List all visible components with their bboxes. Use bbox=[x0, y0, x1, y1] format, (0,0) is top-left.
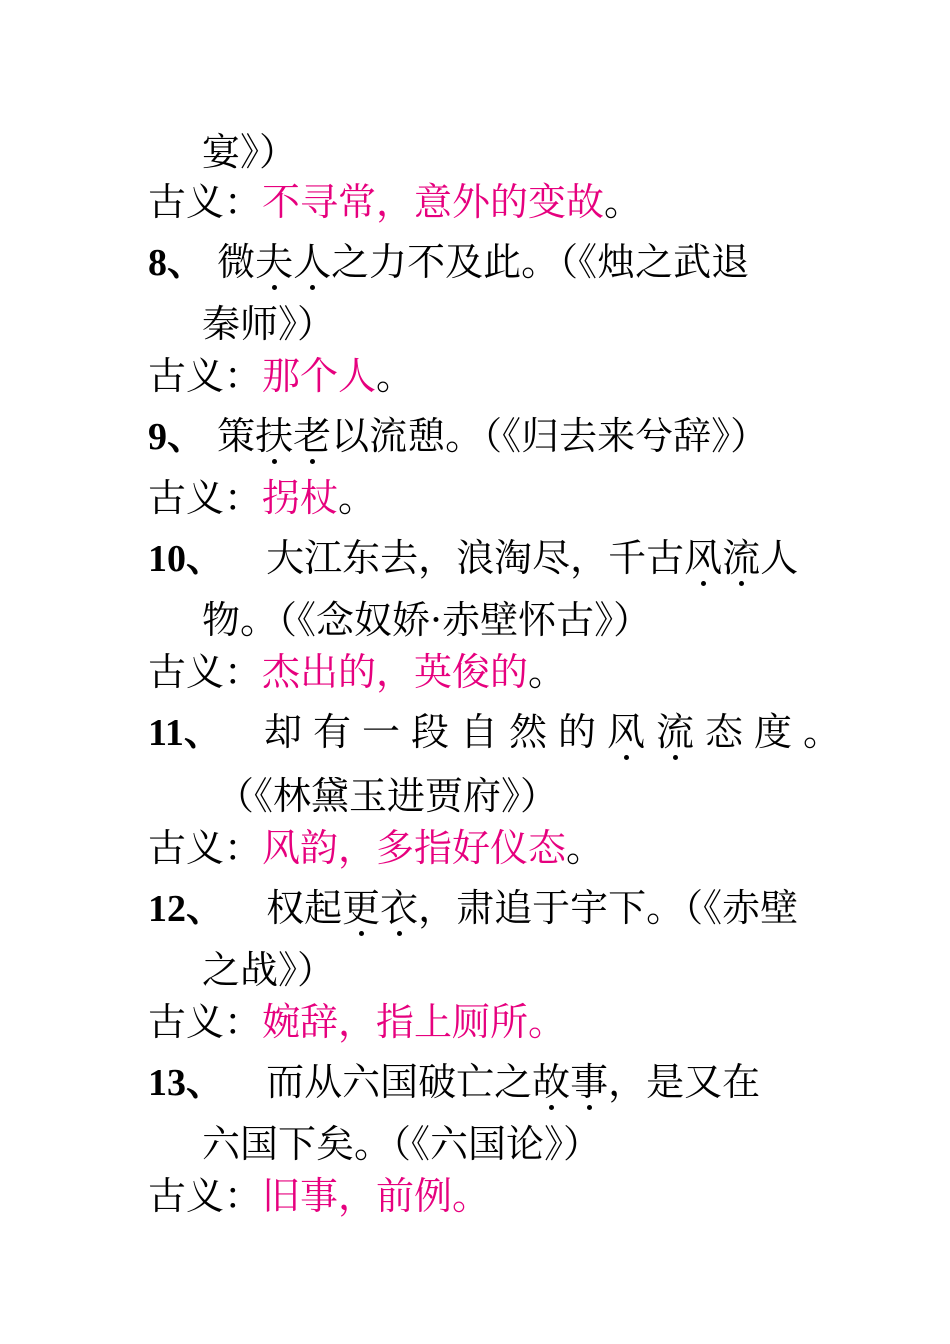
meaning-end: 。 bbox=[528, 650, 567, 694]
sentence-text: 人 bbox=[760, 536, 799, 580]
meaning-label: 古义： bbox=[148, 1174, 263, 1218]
emphasized-char: 流 bbox=[656, 710, 695, 754]
entry-number: 11、 bbox=[148, 712, 222, 754]
sentence-text: 之力不及此。（《烛之武退 bbox=[331, 240, 750, 284]
entry-7-continuation: 宴》） bbox=[202, 130, 298, 174]
meaning-text: 旧事，前例。 bbox=[262, 1174, 491, 1218]
emphasized-char: 故 bbox=[532, 1060, 571, 1104]
emphasized-char: 扶 bbox=[255, 414, 294, 458]
entry-9-meaning-line bbox=[148, 474, 376, 522]
meaning-label: 古义： bbox=[148, 1000, 263, 1044]
emphasized-char: 老 bbox=[293, 414, 332, 458]
meaning-label: 古义： bbox=[148, 650, 263, 694]
sentence-text: 而从六国破亡之 bbox=[266, 1060, 533, 1104]
sentence-text: 权起 bbox=[266, 886, 343, 930]
meaning-end: 。 bbox=[604, 180, 643, 224]
meaning-end: 。 bbox=[376, 354, 415, 398]
entry-11-meaning-line bbox=[148, 824, 604, 872]
entry-number: 12、 bbox=[148, 888, 225, 930]
entry-13-continuation: 六国下矣。（《六国论》） bbox=[202, 1122, 602, 1166]
entry-11-continuation: （《林黛玉进贾府》） bbox=[216, 774, 559, 818]
meaning-text: 那个人 bbox=[262, 354, 377, 398]
sentence-text: 大江东去，浪淘尽，千古 bbox=[266, 536, 685, 580]
meaning-label: 古义： bbox=[148, 354, 263, 398]
entry-8-continuation: 秦师》） bbox=[202, 302, 336, 346]
sentence-text: 策 bbox=[217, 414, 256, 458]
entry-12-continuation: 之战》） bbox=[202, 948, 336, 992]
sentence-text: 态度。 bbox=[705, 710, 853, 754]
meaning-text: 风韵，多指好仪态 bbox=[262, 826, 567, 870]
entry-13-meaning-line bbox=[148, 1172, 490, 1220]
entry-7-meaning-line bbox=[148, 178, 642, 226]
entry-12-meaning-line bbox=[148, 998, 566, 1046]
emphasized-char: 风 bbox=[684, 536, 723, 580]
emphasized-char: 风 bbox=[607, 710, 646, 754]
sentence-text: 微 bbox=[217, 240, 256, 284]
entry-number: 13、 bbox=[148, 1062, 225, 1104]
entry-10-meaning-line bbox=[148, 648, 566, 696]
entry-10-continuation: 物。（《念奴娇·赤壁怀古》） bbox=[202, 598, 652, 642]
entry-9-sentence bbox=[148, 412, 768, 460]
entry-number: 10、 bbox=[148, 538, 225, 580]
emphasized-char: 衣 bbox=[380, 886, 419, 930]
entry-8-meaning-line bbox=[148, 352, 414, 400]
meaning-end: 。 bbox=[338, 476, 377, 520]
sentence-text: 却有一段自然的 bbox=[264, 710, 608, 754]
entry-number: 9、 bbox=[148, 416, 206, 458]
entry-12-sentence bbox=[148, 884, 798, 932]
meaning-text: 不寻常，意外的变故 bbox=[262, 180, 605, 224]
meaning-text: 拐杖 bbox=[262, 476, 339, 520]
sentence-text: ，肃追于宇下。（《赤壁 bbox=[418, 886, 799, 930]
entry-11-sentence bbox=[148, 708, 852, 756]
entry-8-sentence bbox=[148, 238, 749, 286]
sentence-text: ，是又在 bbox=[608, 1060, 761, 1104]
emphasized-char: 更 bbox=[342, 886, 381, 930]
sentence-text: 以流憩。（《归去来兮辞》） bbox=[331, 414, 769, 458]
meaning-label: 古义： bbox=[148, 180, 263, 224]
emphasized-char: 人 bbox=[293, 240, 332, 284]
meaning-text: 杰出的，英俊的 bbox=[262, 650, 529, 694]
emphasized-char: 事 bbox=[570, 1060, 609, 1104]
entry-10-sentence bbox=[148, 534, 798, 582]
meaning-end: 。 bbox=[566, 826, 605, 870]
entry-13-sentence bbox=[148, 1058, 760, 1106]
entry-number: 8、 bbox=[148, 242, 206, 284]
emphasized-char: 流 bbox=[722, 536, 761, 580]
meaning-label: 古义： bbox=[148, 476, 263, 520]
meaning-label: 古义： bbox=[148, 826, 263, 870]
meaning-text: 婉辞，指上厕所。 bbox=[262, 1000, 567, 1044]
emphasized-char: 夫 bbox=[255, 240, 294, 284]
